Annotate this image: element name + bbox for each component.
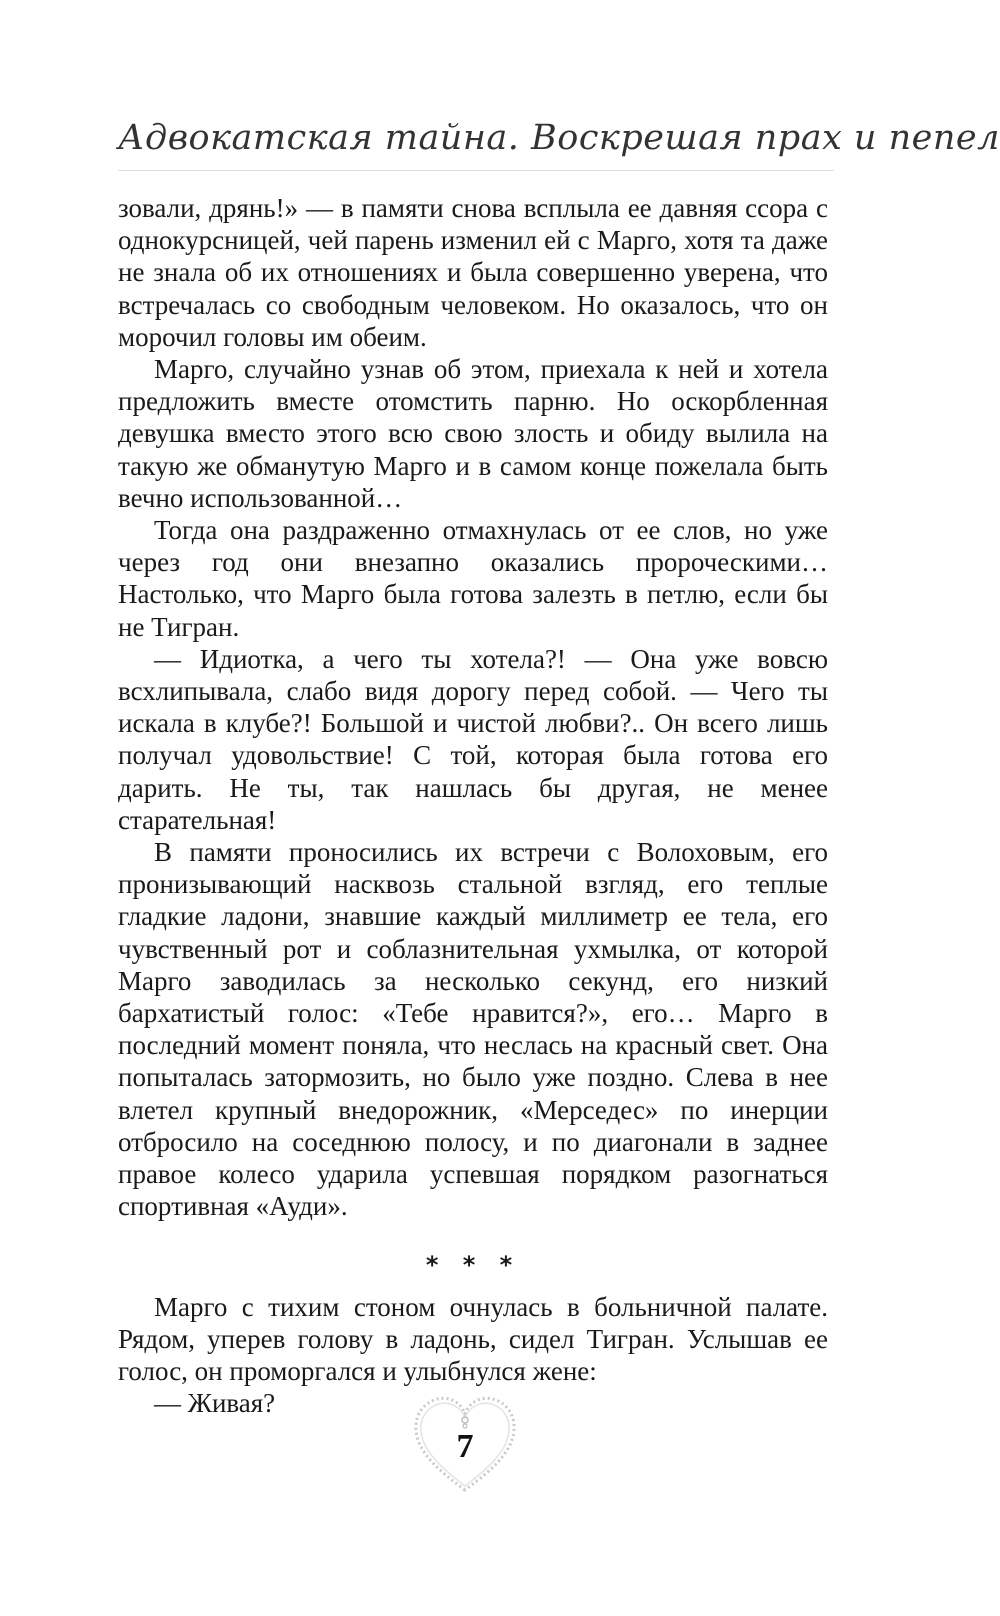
- paragraph: Марго с тихим стоном очнулась в больничной палате. Рядом, уперев голову в ладонь, сидел Тигран. Услышав ее голос, он проморгался и улыбнулся жене:: [118, 1291, 828, 1386]
- running-head-title: Адвокатская тайна. Воскрешая прах и пепел: [118, 118, 1000, 158]
- header-divider: [118, 170, 834, 171]
- paragraph: Марго, случайно узнав об этом, приехала к ней и хотела предложить вместе отомстить парню. Но оскорбленная девушка вместо этого всю свою злость и обиду вылила на такую же обманутую Марго и в самом конце пожелала быть вечно использованной…: [118, 354, 828, 513]
- body-text: [118, 192, 828, 1419]
- paragraph: — Живая?: [154, 1388, 276, 1419]
- section-break: * * *: [425, 1250, 521, 1279]
- paragraph: В памяти проносились их встречи с Волоховым, его пронизывающий насквозь стальной взгляд, его теплые гладкие ладони, знавшие каждый миллиметр ее тела, его чувственный рот и соблазнительная ухмылка, от которой Марго заводилась за несколько секунд, его низкий бархатистый голос: «Тебе нравится?», его… Марго в последний момент поняла, что неслась на красный свет. Она попыталась затормозить, но было уже поздно. Слева в нее влетел крупный внедорожник, «Мерседес» по инерции отбросило на соседнюю полосу, и по диагонали в заднее правое колесо ударила успевшая порядком разогнаться спортивная «Ауди».: [118, 837, 828, 1222]
- paragraph: Тогда она раздраженно отмахнулась от ее слов, но уже через год они внезапно оказались пророческими… Настолько, что Марго была готова залезть в петлю, если бы не Тигран.: [118, 515, 828, 642]
- page-number-ornament: [408, 1390, 522, 1498]
- paragraph: зовали, дрянь!» — в памяти снова всплыла ее давняя ссора с однокурсницей, чей парень изменил ей с Марго, хотя та даже не знала об их отношениях и была совершенно уверена, что встречалась со свободным человеком. Но оказалось, что он морочил головы им обеим.: [118, 193, 828, 352]
- paragraph: — Идиотка, а чего ты хотела?! — Она уже вовсю всхлипывала, слабо видя дорогу перед собой. — Чего ты искала в клубе?! Большой и чистой любви?.. Он всего лишь получал удовольствие! С той, которая была готова его дарить. Не ты, так нашлась бы другая, не менее старательная!: [118, 643, 828, 835]
- page-number: 7: [456, 1428, 474, 1465]
